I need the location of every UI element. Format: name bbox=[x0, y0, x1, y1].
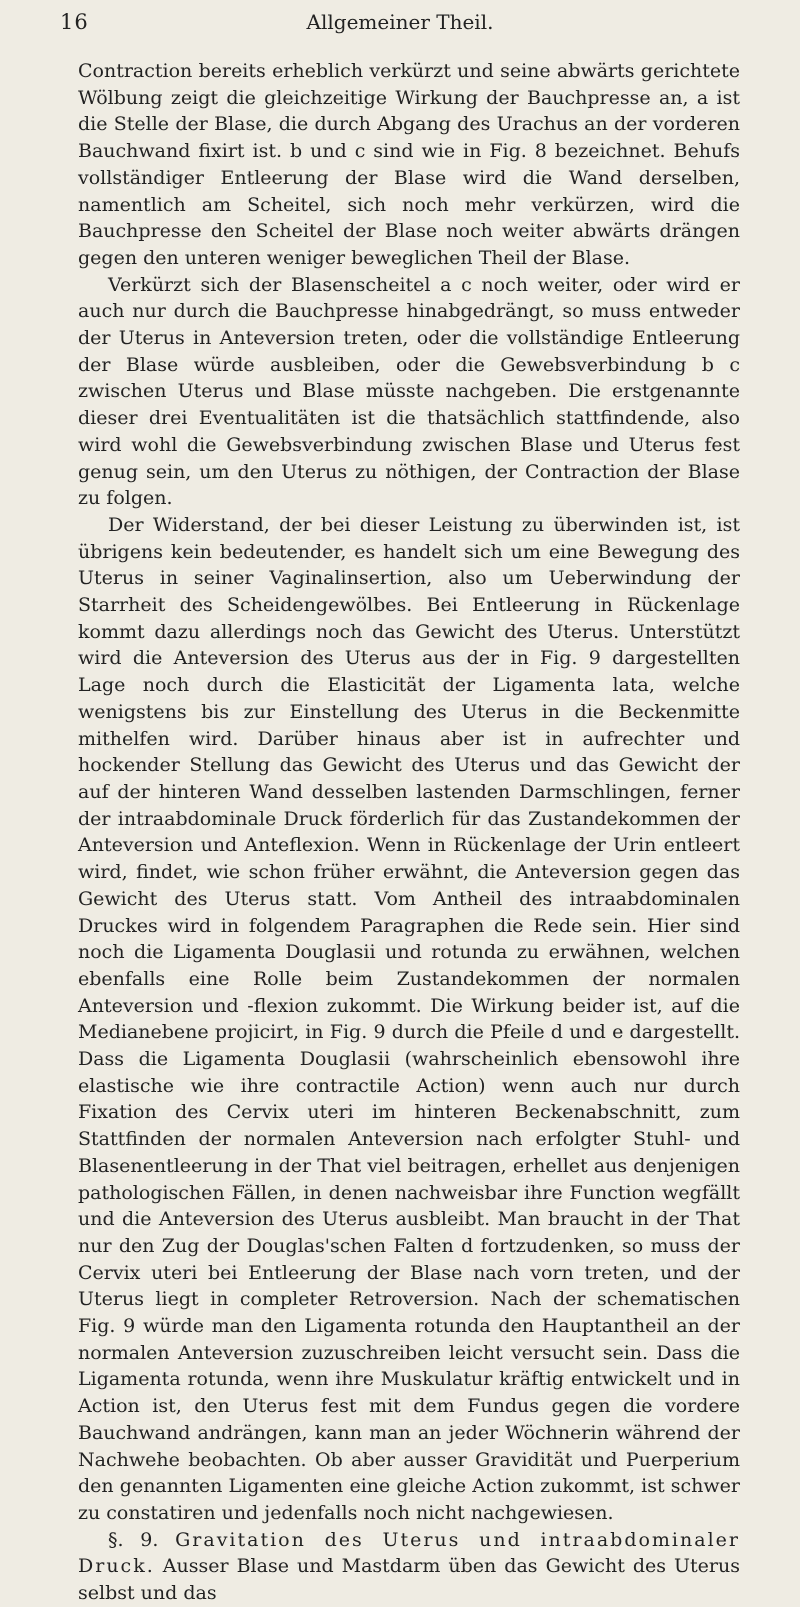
section-number: §. 9. bbox=[108, 1528, 159, 1551]
paragraph-continuation: Contraction bereits erheblich verkürzt und seine abwärts gerichtete Wölbung zeigt die gleichzeitige Wirkung der Bauchpresse an, a ist die Stelle der Blase, die durch Abgang des Urachus an der vorderen Bauchwand fixirt ist. b und c sind wie in Fig. 8 bezeichnet. Behufs vollständiger Entleerung der Blase wird die Wand derselben, namentlich am Scheitel, sich noch mehr verkürzen, wird die Bauchpresse den Scheitel der Blase noch weiter abwärts drängen gegen den unteren weniger beweglichen Theil der Blase. bbox=[78, 60, 740, 269]
paragraph-widerstand: Der Widerstand, der bei dieser Leistung zu überwinden ist, ist übrigens kein bedeutender, es handelt sich um eine Bewegung des Uterus in seiner Vaginalinsertion, also um Ueberwindung der Starrheit des Scheidengewölbes. Bei Entleerung in Rückenlage kommt dazu allerdings noch das Gewicht des Uterus. Unterstützt wird die Anteversion des Uterus aus der in Fig. 9 dargestellten Lage noch durch die Elasticität der Ligamenta lata, welche wenigstens bis zur Einstellung des Uterus in die Beckenmitte mithelfen wird. Darüber hinaus aber ist in aufrechter und hockender Stellung das Gewicht des Uterus und das Gewicht der auf der hinteren Wand desselben lastenden Darmschlingen, ferner der intraabdominale Druck förderlich für das Zustandekommen der Anteversion und Anteflexion. Wenn in Rückenlage der Urin entleert wird, findet, wie schon früher erwähnt, die Anteversion gegen das Gewicht des Uterus statt. Vom Antheil des intraabdominalen Druckes wird in folgendem Paragraphen die Rede sein. Hier sind noch die Ligamenta Douglasii und rotunda zu erwähnen, welchen ebenfalls eine Rolle beim Zustandekommen der normalen Anteversion und -flexion zukommt. Die Wirkung beider ist, auf die Medianebene projicirt, in Fig. 9 durch die Pfeile d und e dargestellt. Dass die Ligamenta Douglasii (wahrscheinlich ebensowohl ihre elastische wie ihre contractile Action) wenn auch nur durch Fixation des Cervix uteri im hinteren Beckenabschnitt, zum Stattfinden der normalen Anteversion nach erfolgter Stuhl- und Blasenentleerung in der That viel beitragen, erhellet aus denjenigen pathologischen Fällen, in denen nachweisbar ihre Function wegfällt und die Anteversion des Uterus ausbleibt. Man braucht in der That nur den Zug der Douglas'schen Falten d fortzudenken, so muss der Cervix uteri bei Entleerung der Blase nach vorn treten, und der Uterus liegt in completer Retroversion. Nach der schematischen Fig. 9 würde man den Ligamenta rotunda den Hauptantheil an der normalen Anteversion zuzuschreiben leicht versucht sein. Dass die Ligamenta rotunda, wenn ihre Muskulatur kräftig entwickelt und in Action ist, den Uterus fest mit dem Fundus gegen die vordere Bauchwand andrängen, kann man an jeder Wöchnerin während der Nachwehe beobachten. Ob aber ausser Gravidität und Puerperium den genannten Ligamenten eine gleiche Action zukommt, ist schwer zu constatiren und jedenfalls noch nicht nachgewiesen. bbox=[78, 513, 740, 1524]
body-text bbox=[78, 58, 740, 1607]
page-number: 16 bbox=[60, 10, 89, 34]
paragraph-blasenscheitel: Verkürzt sich der Blasenscheitel a c noch weiter, oder wird er auch nur durch die Bauchpresse hinabgedrängt, so muss entweder der Uterus in Anteversion treten, oder die vollständige Entleerung der Blase würde ausbleiben, oder die Gewebsverbindung b c zwischen Uterus und Blase müsste nachgeben. Die erstgenannte dieser drei Eventualitäten ist die thatsächlich stattfindende, also wird wohl die Gewebsverbindung zwischen Blase und Uterus fest genug sein, um den Uterus zu nöthigen, der Contraction der Blase zu folgen. bbox=[78, 273, 740, 510]
section-heading: Gravitation des Uterus und intraabdominaler Druck. bbox=[78, 1528, 740, 1578]
section-paragraph bbox=[78, 1527, 740, 1607]
running-head-title: Allgemeiner Theil. bbox=[306, 10, 494, 34]
running-head bbox=[0, 10, 800, 50]
section-text: Ausser Blase und Mastdarm üben das Gewicht des Uterus selbst und das bbox=[78, 1555, 741, 1605]
